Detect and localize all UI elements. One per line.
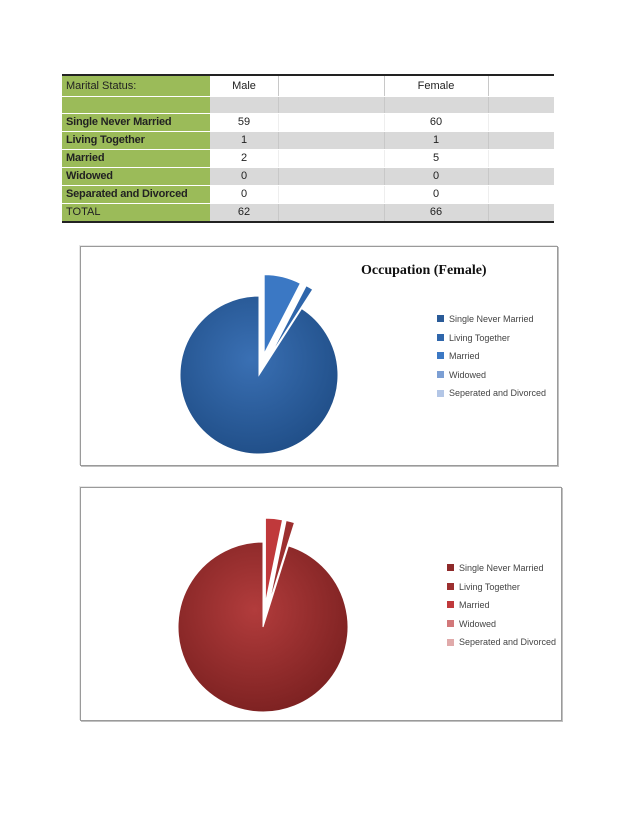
male-value: 0	[240, 170, 248, 182]
legend-item: Single Never Married	[437, 312, 546, 331]
legend-item: Married	[437, 349, 546, 368]
legend-swatch	[437, 315, 444, 322]
female-value: 5	[432, 152, 440, 164]
table-row	[62, 114, 554, 132]
table-total-row	[62, 204, 554, 223]
chart-legend	[437, 312, 546, 405]
marital-status-table	[62, 74, 554, 223]
female-value: 0	[432, 188, 440, 200]
legend-swatch	[447, 601, 454, 608]
legend-item: Single Never Married	[447, 561, 556, 580]
header-marital-status: Marital Status:	[62, 76, 210, 96]
header-male: Male	[232, 80, 256, 92]
male-value: 2	[240, 152, 248, 164]
legend-item: Seperated and Divorced	[437, 386, 546, 405]
table-row	[62, 168, 554, 186]
chart-title: Occupation (Female)	[361, 263, 487, 278]
table-row	[62, 150, 554, 168]
legend-item: Living Together	[437, 331, 546, 350]
table-row	[62, 186, 554, 204]
legend-item: Seperated and Divorced	[447, 635, 556, 654]
legend-swatch	[447, 583, 454, 590]
legend-swatch	[437, 371, 444, 378]
female-value: 60	[429, 116, 443, 128]
table-row	[62, 132, 554, 150]
legend-swatch	[437, 334, 444, 341]
header-female: Female	[417, 80, 455, 92]
row-label: Separated and Divorced	[62, 186, 210, 203]
legend-item: Living Together	[447, 580, 556, 599]
pie-slice-single-never-married	[178, 542, 348, 712]
female-value: 1	[432, 134, 440, 146]
legend-item: Married	[447, 598, 556, 617]
legend-item: Widowed	[437, 368, 546, 387]
pie-slice-single-never-married	[180, 296, 338, 454]
female-pie-chart	[80, 246, 558, 466]
legend-swatch	[447, 564, 454, 571]
male-value: 59	[237, 116, 251, 128]
table-header-row	[62, 74, 554, 97]
chart-legend	[447, 561, 556, 654]
male-value: 1	[240, 134, 248, 146]
total-female-value: 66	[429, 206, 443, 218]
total-label: TOTAL	[62, 204, 210, 221]
row-label: Married	[62, 150, 210, 167]
male-value: 0	[240, 188, 248, 200]
row-label: Single Never Married	[62, 114, 210, 131]
male-pie-chart	[80, 487, 562, 721]
legend-item: Widowed	[447, 617, 556, 636]
legend-swatch	[437, 390, 444, 397]
legend-swatch	[437, 352, 444, 359]
legend-swatch	[447, 620, 454, 627]
table-spacer-row	[62, 97, 554, 114]
total-male-value: 62	[237, 206, 251, 218]
legend-swatch	[447, 639, 454, 646]
female-value: 0	[432, 170, 440, 182]
row-label: Widowed	[62, 168, 210, 185]
row-label: Living Together	[62, 132, 210, 149]
